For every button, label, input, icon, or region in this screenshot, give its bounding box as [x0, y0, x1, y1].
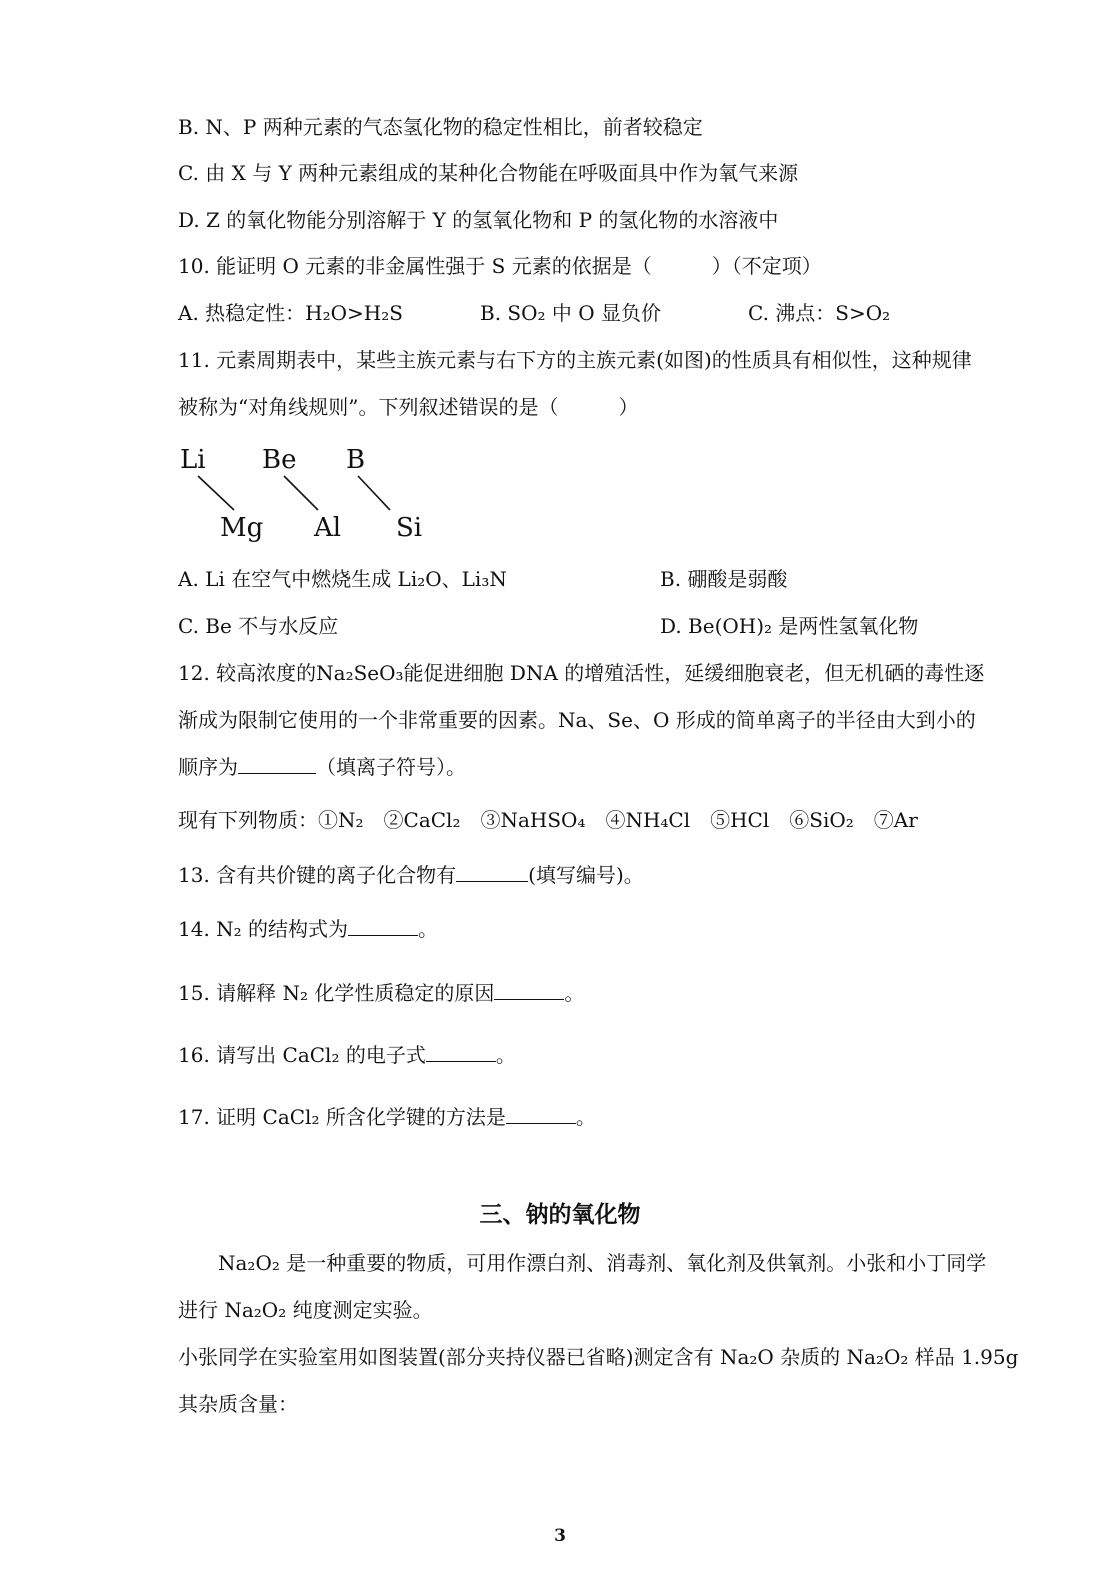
q9-option-b: B. N、P 两种元素的气态氢化物的稳定性相比，前者较稳定 — [178, 115, 703, 139]
question-17 — [178, 1104, 596, 1130]
q16-answer-blank — [426, 1043, 496, 1062]
question-13 — [178, 862, 644, 888]
diagram-bottom-1: Mg — [220, 513, 264, 543]
q10-option-b: B. SO₂ 中 O 显负价 — [480, 301, 661, 325]
q10-option-c: C. 沸点：S>O₂ — [748, 301, 891, 325]
q17-suffix: 。 — [575, 1105, 596, 1129]
q9-option-c: C. 由 X 与 Y 两种元素组成的某种化合物能在呼吸面具中作为氧气来源 — [178, 161, 799, 185]
q10-option-a: A. 热稳定性：H₂O>H₂S — [178, 301, 403, 325]
diagram-top-1: Li — [180, 445, 206, 475]
substances-list: 现有下列物质：①N₂ ②CaCl₂ ③NaHSO₄ ④NH₄Cl ⑤HCl ⑥SiO₂ ⑦Ar — [178, 808, 918, 832]
diagonal-line-3 — [358, 476, 390, 510]
diagonal-rule-diagram — [178, 440, 458, 550]
q11-option-b: B. 硼酸是弱酸 — [660, 567, 788, 591]
question-12-line-3 — [178, 754, 466, 780]
diagram-top-3: B — [346, 445, 366, 475]
q11-option-a: A. Li 在空气中燃烧生成 Li₂O、Li₃N — [178, 567, 507, 591]
question-11-line-1: 11. 元素周期表中，某些主族元素与右下方的主族元素(如图)的性质具有相似性，这种规律 — [178, 348, 972, 372]
page-number: 3 — [554, 1526, 566, 1546]
question-10: 10. 能证明 O 元素的非金属性强于 S 元素的依据是（ ）（不定项） — [178, 254, 822, 278]
question-12-line-1: 12. 较高浓度的Na₂SeO₃能促进细胞 DNA 的增殖活性，延缓细胞衰老，但无机硒的毒性逐 — [178, 661, 985, 685]
q14-prefix: 14. N₂ 的结构式为 — [178, 917, 349, 941]
q12-answer-blank — [238, 755, 316, 774]
section-3-title: 三、钠的氧化物 — [479, 1201, 641, 1228]
q13-prefix: 13. 含有共价键的离子化合物有 — [178, 863, 457, 887]
q16-prefix: 16. 请写出 CaCl₂ 的电子式 — [178, 1043, 426, 1067]
q13-answer-blank — [456, 863, 528, 882]
q15-suffix: 。 — [564, 981, 585, 1005]
diagram-bottom-3: Si — [396, 513, 423, 543]
q9-option-d: D. Z 的氧化物能分别溶解于 Y 的氢氧化物和 P 的氢化物的水溶液中 — [178, 208, 779, 232]
section-3-paragraph-1-line-2: 进行 Na₂O₂ 纯度测定实验。 — [178, 1298, 433, 1322]
q13-suffix: (填写编号)。 — [528, 863, 644, 887]
q15-prefix: 15. 请解释 N₂ 化学性质稳定的原因 — [178, 981, 495, 1005]
q17-answer-blank — [506, 1105, 576, 1124]
q17-prefix: 17. 证明 CaCl₂ 所含化学键的方法是 — [178, 1105, 506, 1129]
diagram-top-2: Be — [262, 445, 297, 475]
question-16 — [178, 1042, 516, 1068]
q11-option-c: C. Be 不与水反应 — [178, 614, 339, 638]
q14-answer-blank — [348, 917, 418, 936]
diagonal-line-2 — [284, 476, 318, 510]
diagonal-line-1 — [198, 476, 234, 510]
question-11-line-2: 被称为“对角线规则”。下列叙述错误的是（ ） — [178, 395, 639, 419]
q16-suffix: 。 — [495, 1043, 516, 1067]
q14-suffix: 。 — [418, 917, 439, 941]
q11-option-d: D. Be(OH)₂ 是两性氢氧化物 — [660, 614, 919, 638]
section-3-paragraph-2-line-2: 其杂质含量： — [178, 1392, 298, 1416]
question-15 — [178, 980, 584, 1006]
q12-prefix: 顺序为 — [178, 755, 238, 779]
diagram-bottom-2: Al — [314, 513, 342, 543]
question-12-line-2: 渐成为限制它使用的一个非常重要的因素。Na、Se、O 形成的简单离子的半径由大到小的 — [178, 708, 976, 732]
question-14 — [178, 916, 438, 942]
q15-answer-blank — [494, 981, 564, 1000]
section-3-paragraph-1-line-1: Na₂O₂ 是一种重要的物质，可用作漂白剂、消毒剂、氧化剂及供氧剂。小张和小丁同学 — [178, 1251, 987, 1275]
section-3-paragraph-2-line-1: 小张同学在实验室用如图装置(部分夹持仪器已省略)测定含有 Na₂O 杂质的 Na₂O₂ 样品 1.95g — [178, 1345, 1019, 1369]
q12-suffix: （填离子符号）。 — [316, 755, 466, 779]
